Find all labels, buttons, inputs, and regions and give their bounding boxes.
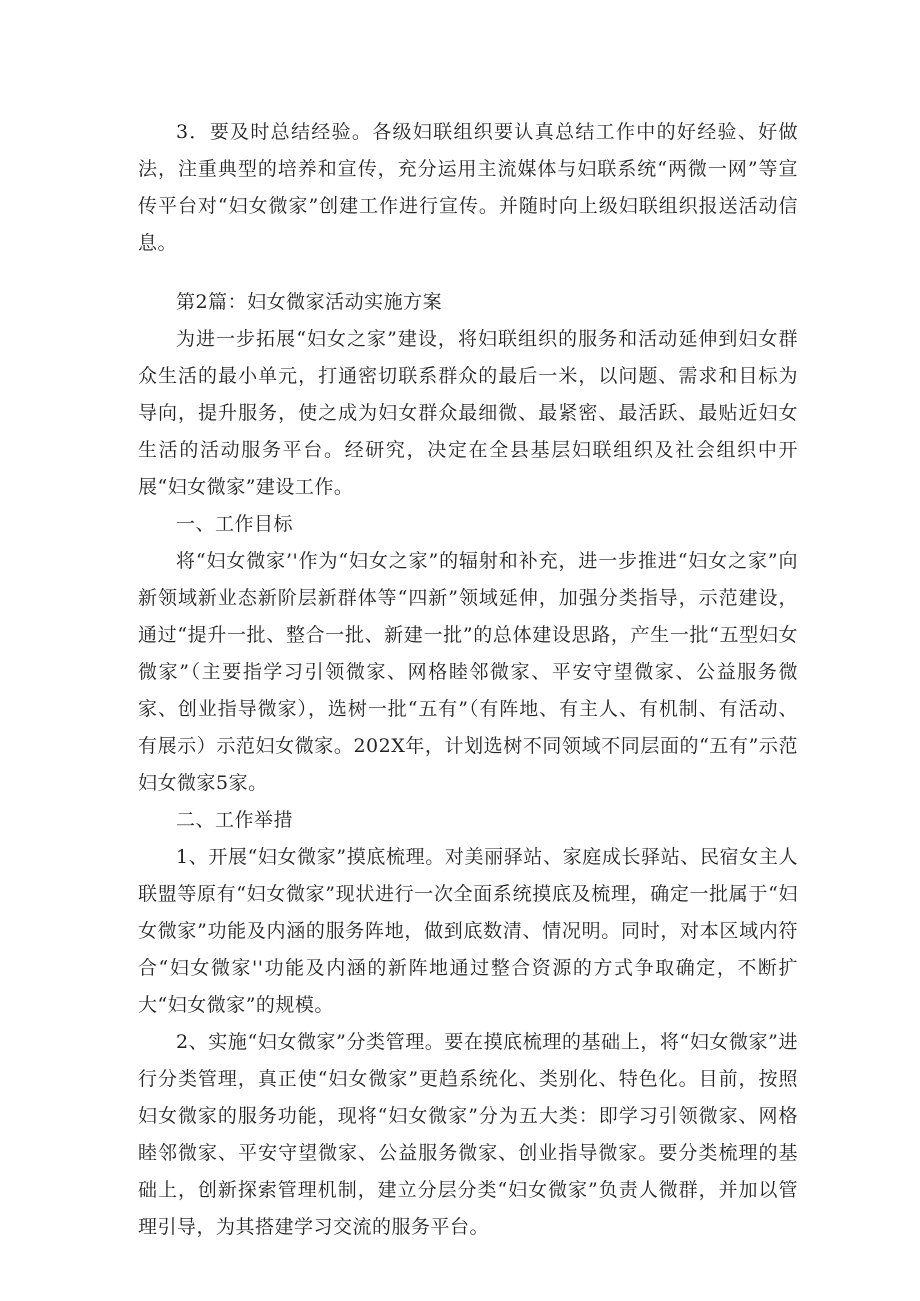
measure-2-paragraph: 2、实施“妇女微家”分类管理。要在摸底梳理的基础上，将“妇女微家”进行分类管理，真正使“妇女微家”更趋系统化、类别化、特色化。目前，按照妇女微家的服务功能，现将“妇女微家”分为五大类：即学习引领微家、网格睦邻微家、平安守望微家、公益服务微家、创业指导微家。要分类梳理的基础上，创新探索管理机制，建立分层分类“妇女微家”负责人微群，并加以管理引导，为其搭建学习交流的服务平台。 [138, 1031, 798, 1238]
section-intro-paragraph: 为进一步拓展“妇女之家”建设，将妇联组织的服务和活动延伸到妇女群众生活的最小单元，打通密切联系群众的最后一米，以问题、需求和目标为导向，提升服务，使之成为妇女群众最细微、最紧密、最活跃、最贴近妇女生活的活动服务平台。经研究，决定在全县基层妇联组织及社会组织中开展“妇女微家”建设工作。 [138, 328, 798, 498]
goal-paragraph: 将“妇女微家’'作为“妇女之家”的辐射和补充，进一步推进“妇女之家”向新领域新业态新阶层新群体等“四新”领域延伸，加强分类指导，示范建设，通过“提升一批、整合一批、新建一批”的总体建设思路，产生一批“五型妇女微家”（主要指学习引领微家、网格睦邻微家、平安守望微家、公益服务微家、创业指导微家），选树一批“五有”（有阵地、有主人、有机制、有活动、有展示）示范妇女微家。202X年，计划选树不同领域不同层面的“五有”示范妇女微家5家。 [138, 550, 798, 794]
section-2-body [138, 284, 798, 1246]
measures-heading: 二、工作举措 [176, 809, 294, 831]
measure-1-paragraph: 1、开展“妇女微家”摸底梳理。对美丽驿站、家庭成长驿站、民宿女主人联盟等原有“妇女微家”现状进行一次全面系统摸底及梳理，确定一批属于“妇女微家”功能及内涵的服务阵地，做到底数清、情况明。同时，对本区域内符合“妇女微家''功能及内涵的新阵地通过整合资源的方式争取确定，不断扩大“妇女微家”的规模。 [138, 846, 798, 1016]
intro-paragraph: 3．要及时总结经验。各级妇联组织要认真总结工作中的好经验、好做法，注重典型的培养和宣传，充分运用主流媒体与妇联系统“两微一网”等宣传平台对“妇女微家”创建工作进行宣传。并随时向上级妇联组织报送活动信息。 [138, 121, 798, 254]
goal-heading: 一、工作目标 [176, 513, 294, 535]
document-body [138, 114, 798, 262]
section-title: 第2篇：妇女微家活动实施方案 [176, 291, 443, 313]
